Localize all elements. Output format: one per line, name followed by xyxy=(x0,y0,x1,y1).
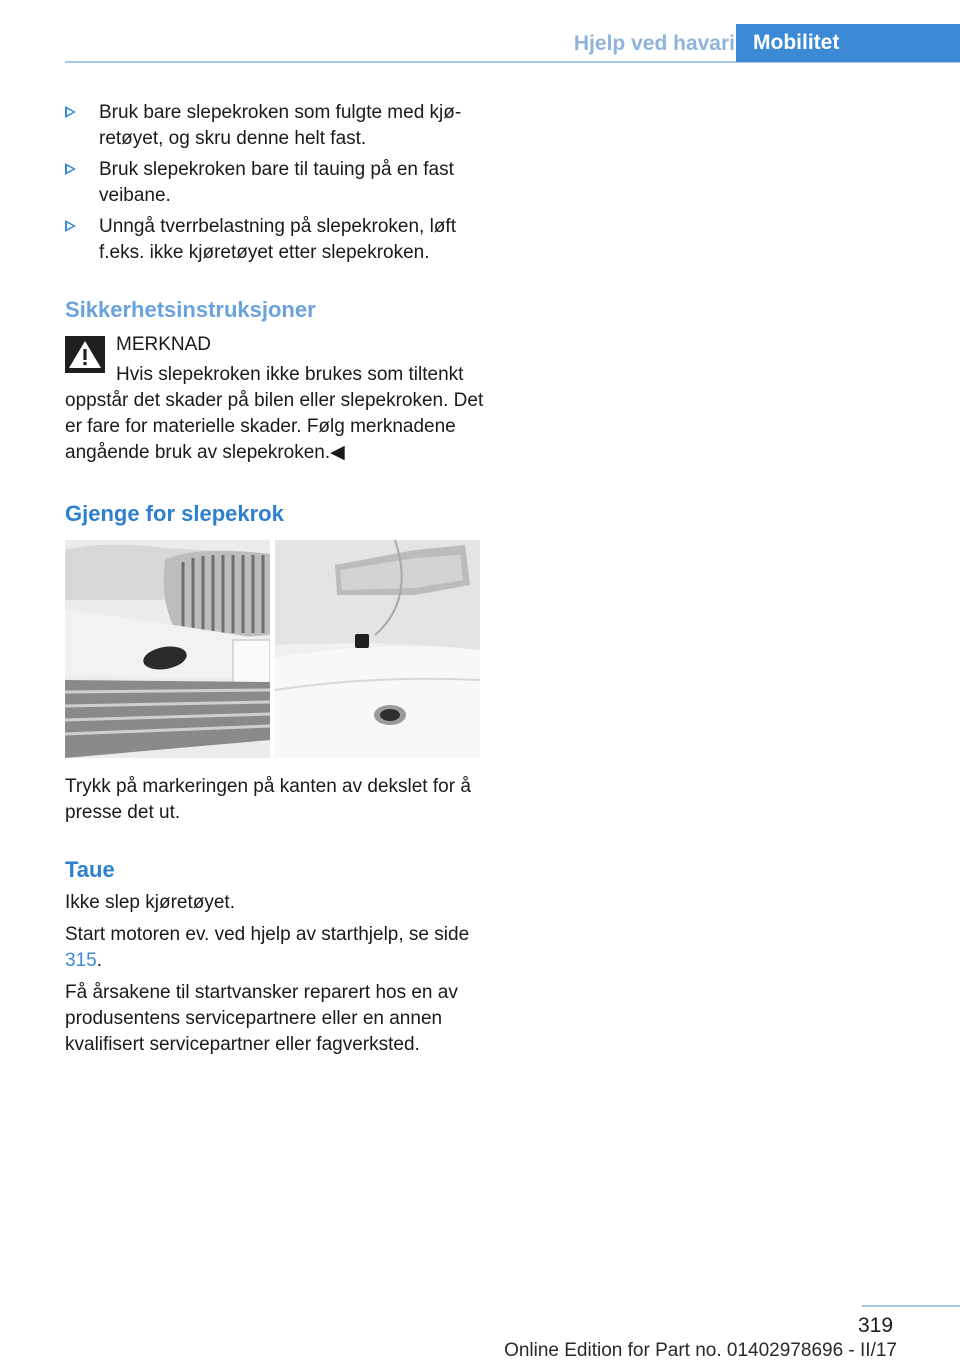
triangle-bullet-icon xyxy=(65,220,76,232)
front-bumper-image xyxy=(65,540,270,758)
figure-caption: Trykk på markeringen på kanten av dekslet for å presse det ut. xyxy=(65,776,471,823)
chapter-tab[interactable]: Mobilitet xyxy=(736,24,960,62)
rear-bumper-image xyxy=(275,540,480,758)
main-column xyxy=(65,100,485,1058)
page-number: 319 xyxy=(858,1314,894,1337)
tow-paragraph-1: Ikke slep kjøretøyet. xyxy=(65,892,235,913)
notice-label: MERKNAD xyxy=(116,334,212,355)
page-reference-link[interactable]: 315 xyxy=(65,950,97,971)
warning-triangle-icon xyxy=(65,336,105,373)
edition-footer: Online Edition for Part no. 01402978696 - II/17 xyxy=(504,1340,897,1361)
tow-heading: Taue xyxy=(65,857,115,882)
list-item: Unngå tverrbelastning på slepekroken, løft f.eks. ikke kjøretøyet etter slepekroken. xyxy=(65,214,485,266)
thread-heading: Gjenge for slepekrok xyxy=(65,501,284,526)
list-item: Bruk slepekroken bare til tauing på en fast veibane. xyxy=(65,157,485,209)
triangle-bullet-icon xyxy=(65,163,76,175)
triangle-bullet-icon xyxy=(65,106,76,118)
tow-hook-thread-illustration xyxy=(65,540,480,758)
safety-heading: Sikkerhetsinstruksjoner xyxy=(65,297,316,322)
notice-text: Hvis slepekroken ikke brukes som tiltenkt oppstår det skader på bilen eller slepekroken. Det er fare for materielle skader. Følg merknadene angående bruk av slepekroken.◀ xyxy=(65,364,484,463)
bullet-list xyxy=(65,100,485,266)
footer-rule xyxy=(862,1305,960,1307)
list-item: Bruk bare slepekroken som fulgte med kjøretøyet, og skru denne helt fast. xyxy=(65,100,485,152)
tow-paragraph-2: Start motoren ev. ved hjelp av starthjelp, se side 315. xyxy=(65,924,470,971)
notice-block xyxy=(65,332,485,466)
section-tab[interactable]: Hjelp ved havari xyxy=(573,32,735,55)
tow-paragraph-3: Få årsakene til startvansker reparert hos en av produsentens servicepartnere eller en annen kvalifisert servicepartner eller fagverksted. xyxy=(65,982,458,1055)
